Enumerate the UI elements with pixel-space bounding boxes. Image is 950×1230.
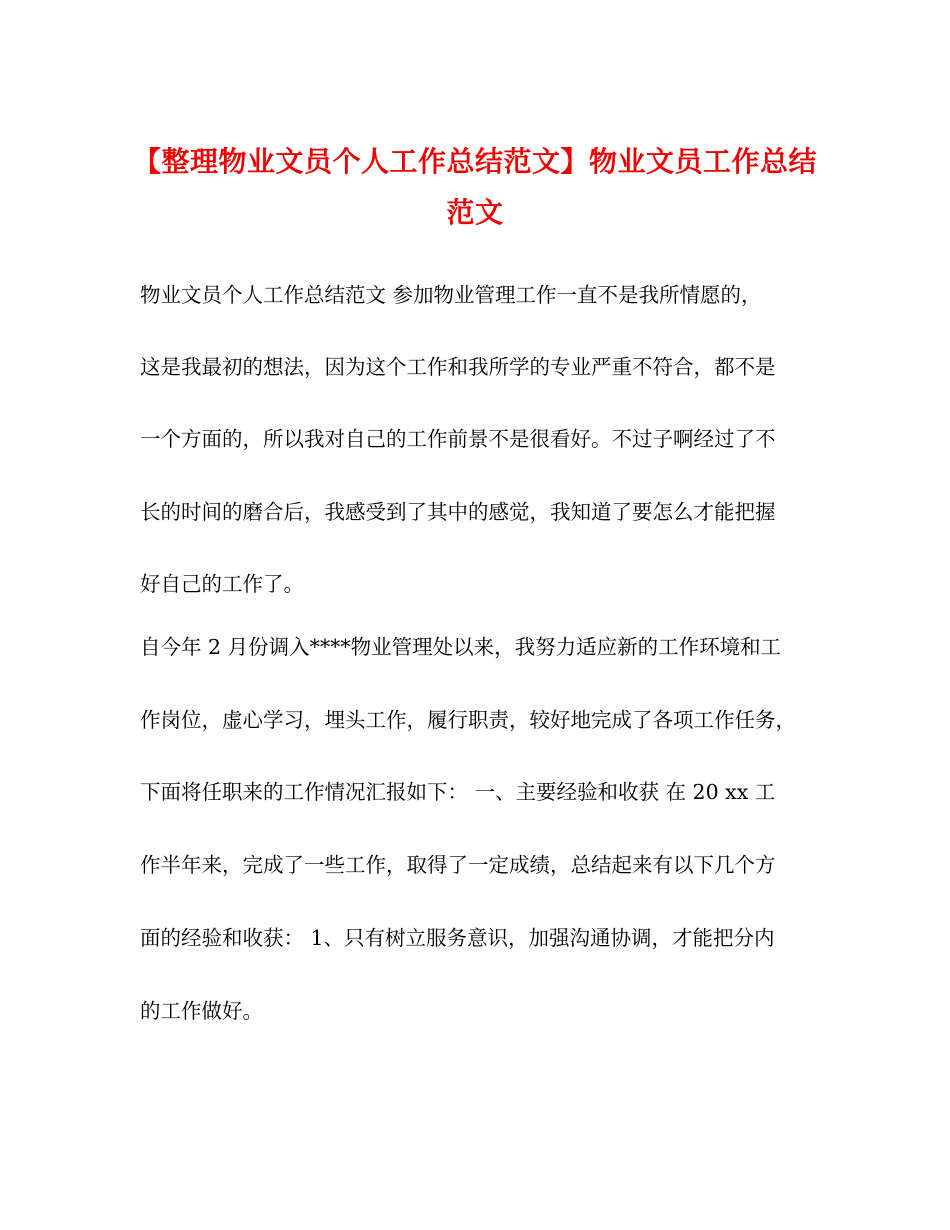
paragraph-1-line-4: 长的时间的磨合后，我感受到了其中的感觉，我知道了要怎么才能把握: [140, 500, 776, 524]
paragraph-1-line-2: 这是我最初的想法，因为这个工作和我所学的专业严重不符合，都不是: [140, 355, 776, 379]
paragraph-2-line-5: 面的经验和收获： 1、只有树立服务意识，加强沟通协调，才能把分内: [140, 926, 775, 950]
paragraph-2-line-4: 作半年来，完成了一些工作，取得了一定成绩，总结起来有以下几个方: [140, 853, 776, 877]
paragraph-1-line-3: 一个方面的，所以我对自己的工作前景不是很看好。不过子啊经过了不: [140, 427, 776, 451]
document-title-line-2: 范文: [446, 196, 504, 229]
paragraph-2-line-2: 作岗位，虚心学习，埋头工作，履行职责，较好地完成了各项工作任务，: [140, 708, 796, 732]
paragraph-2-line-1: 自今年 2 月份调入****物业管理处以来，我努力适应新的工作环境和工: [140, 635, 782, 659]
paragraph-1-line-1: 物业文员个人工作总结范文 参加物业管理工作一直不是我所情愿的，: [140, 283, 762, 307]
paragraph-2-line-6: 的工作做好。: [140, 999, 263, 1023]
document-title-line-1: 【整理物业文员个人工作总结范文】物业文员工作总结: [132, 145, 817, 178]
paragraph-2-line-3: 下面将任职来的工作情况汇报如下： 一、主要经验和收获 在 20 xx 工: [140, 780, 776, 804]
paragraph-1-line-5: 好自己的工作了。: [140, 572, 304, 596]
